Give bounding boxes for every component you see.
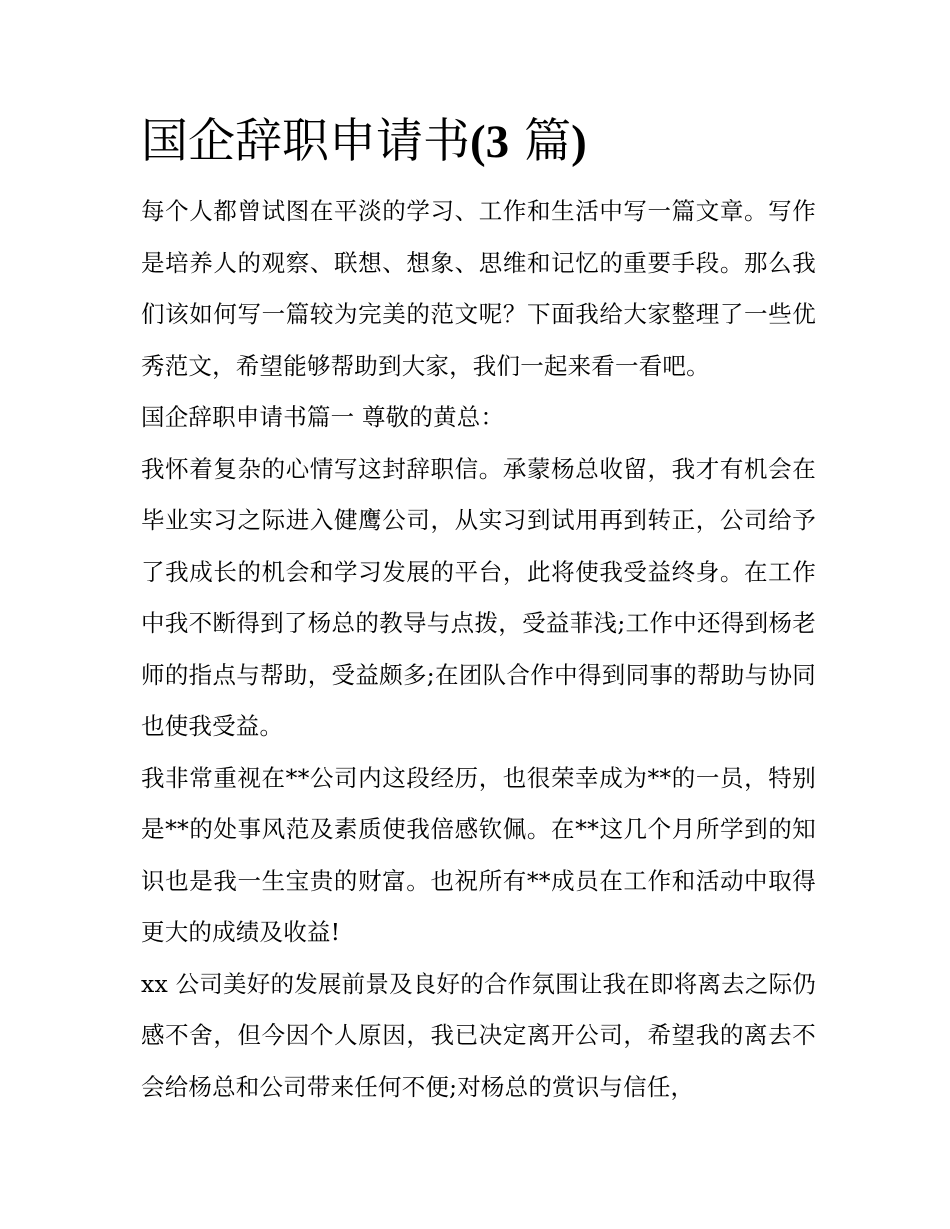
title-count-open: (3 (470, 116, 510, 168)
body-paragraph: 我非常重视在**公司内这段经历，也很荣幸成为**的一员，特别是**的处事风范及素质使我倍感钦佩。在**这几个月所学到的知识也是我一生宝贵的财富。也祝所有**成员在工作和活动中取得更大的成绩及收益! (141, 763, 816, 946)
title-count-unit: 篇 (509, 114, 572, 169)
intro-paragraph: 每个人都曾试图在平淡的学习、工作和生活中写一篇文章。写作是培养人的观察、联想、想象、思维和记忆的重要手段。那么我们该如何写一篇较为完美的范文呢？下面我给大家整理了一些优秀范文，希望能够帮助到大家，我们一起来看一看吧。 (141, 197, 816, 380)
document-title (141, 112, 816, 172)
document-page (141, 112, 816, 1113)
title-count-close: ) (571, 116, 587, 168)
body-paragraph: 我怀着复杂的心情写这封辞职信。承蒙杨总收留，我才有机会在毕业实习之际进入健鹰公司，从实习到试用再到转正，公司给予了我成长的机会和学习发展的平台，此将使我受益终身。在工作中我不断得到了杨总的教导与点拨，受益菲浅;工作中还得到杨老师的指点与帮助，受益颇多;在团队合作中得到同事的帮助与协同也使我受益。 (141, 454, 816, 740)
body-paragraph: xx 公司美好的发展前景及良好的合作氛围让我在即将离去之际仍感不舍，但今因个人原因，我已决定离开公司，希望我的离去不会给杨总和公司带来任何不便;对杨总的赏识与信任， (141, 969, 816, 1101)
title-text: 国企辞职申请书 (141, 114, 470, 169)
section-heading-salutation: 国企辞职申请书篇一 尊敬的黄总： (141, 403, 505, 431)
